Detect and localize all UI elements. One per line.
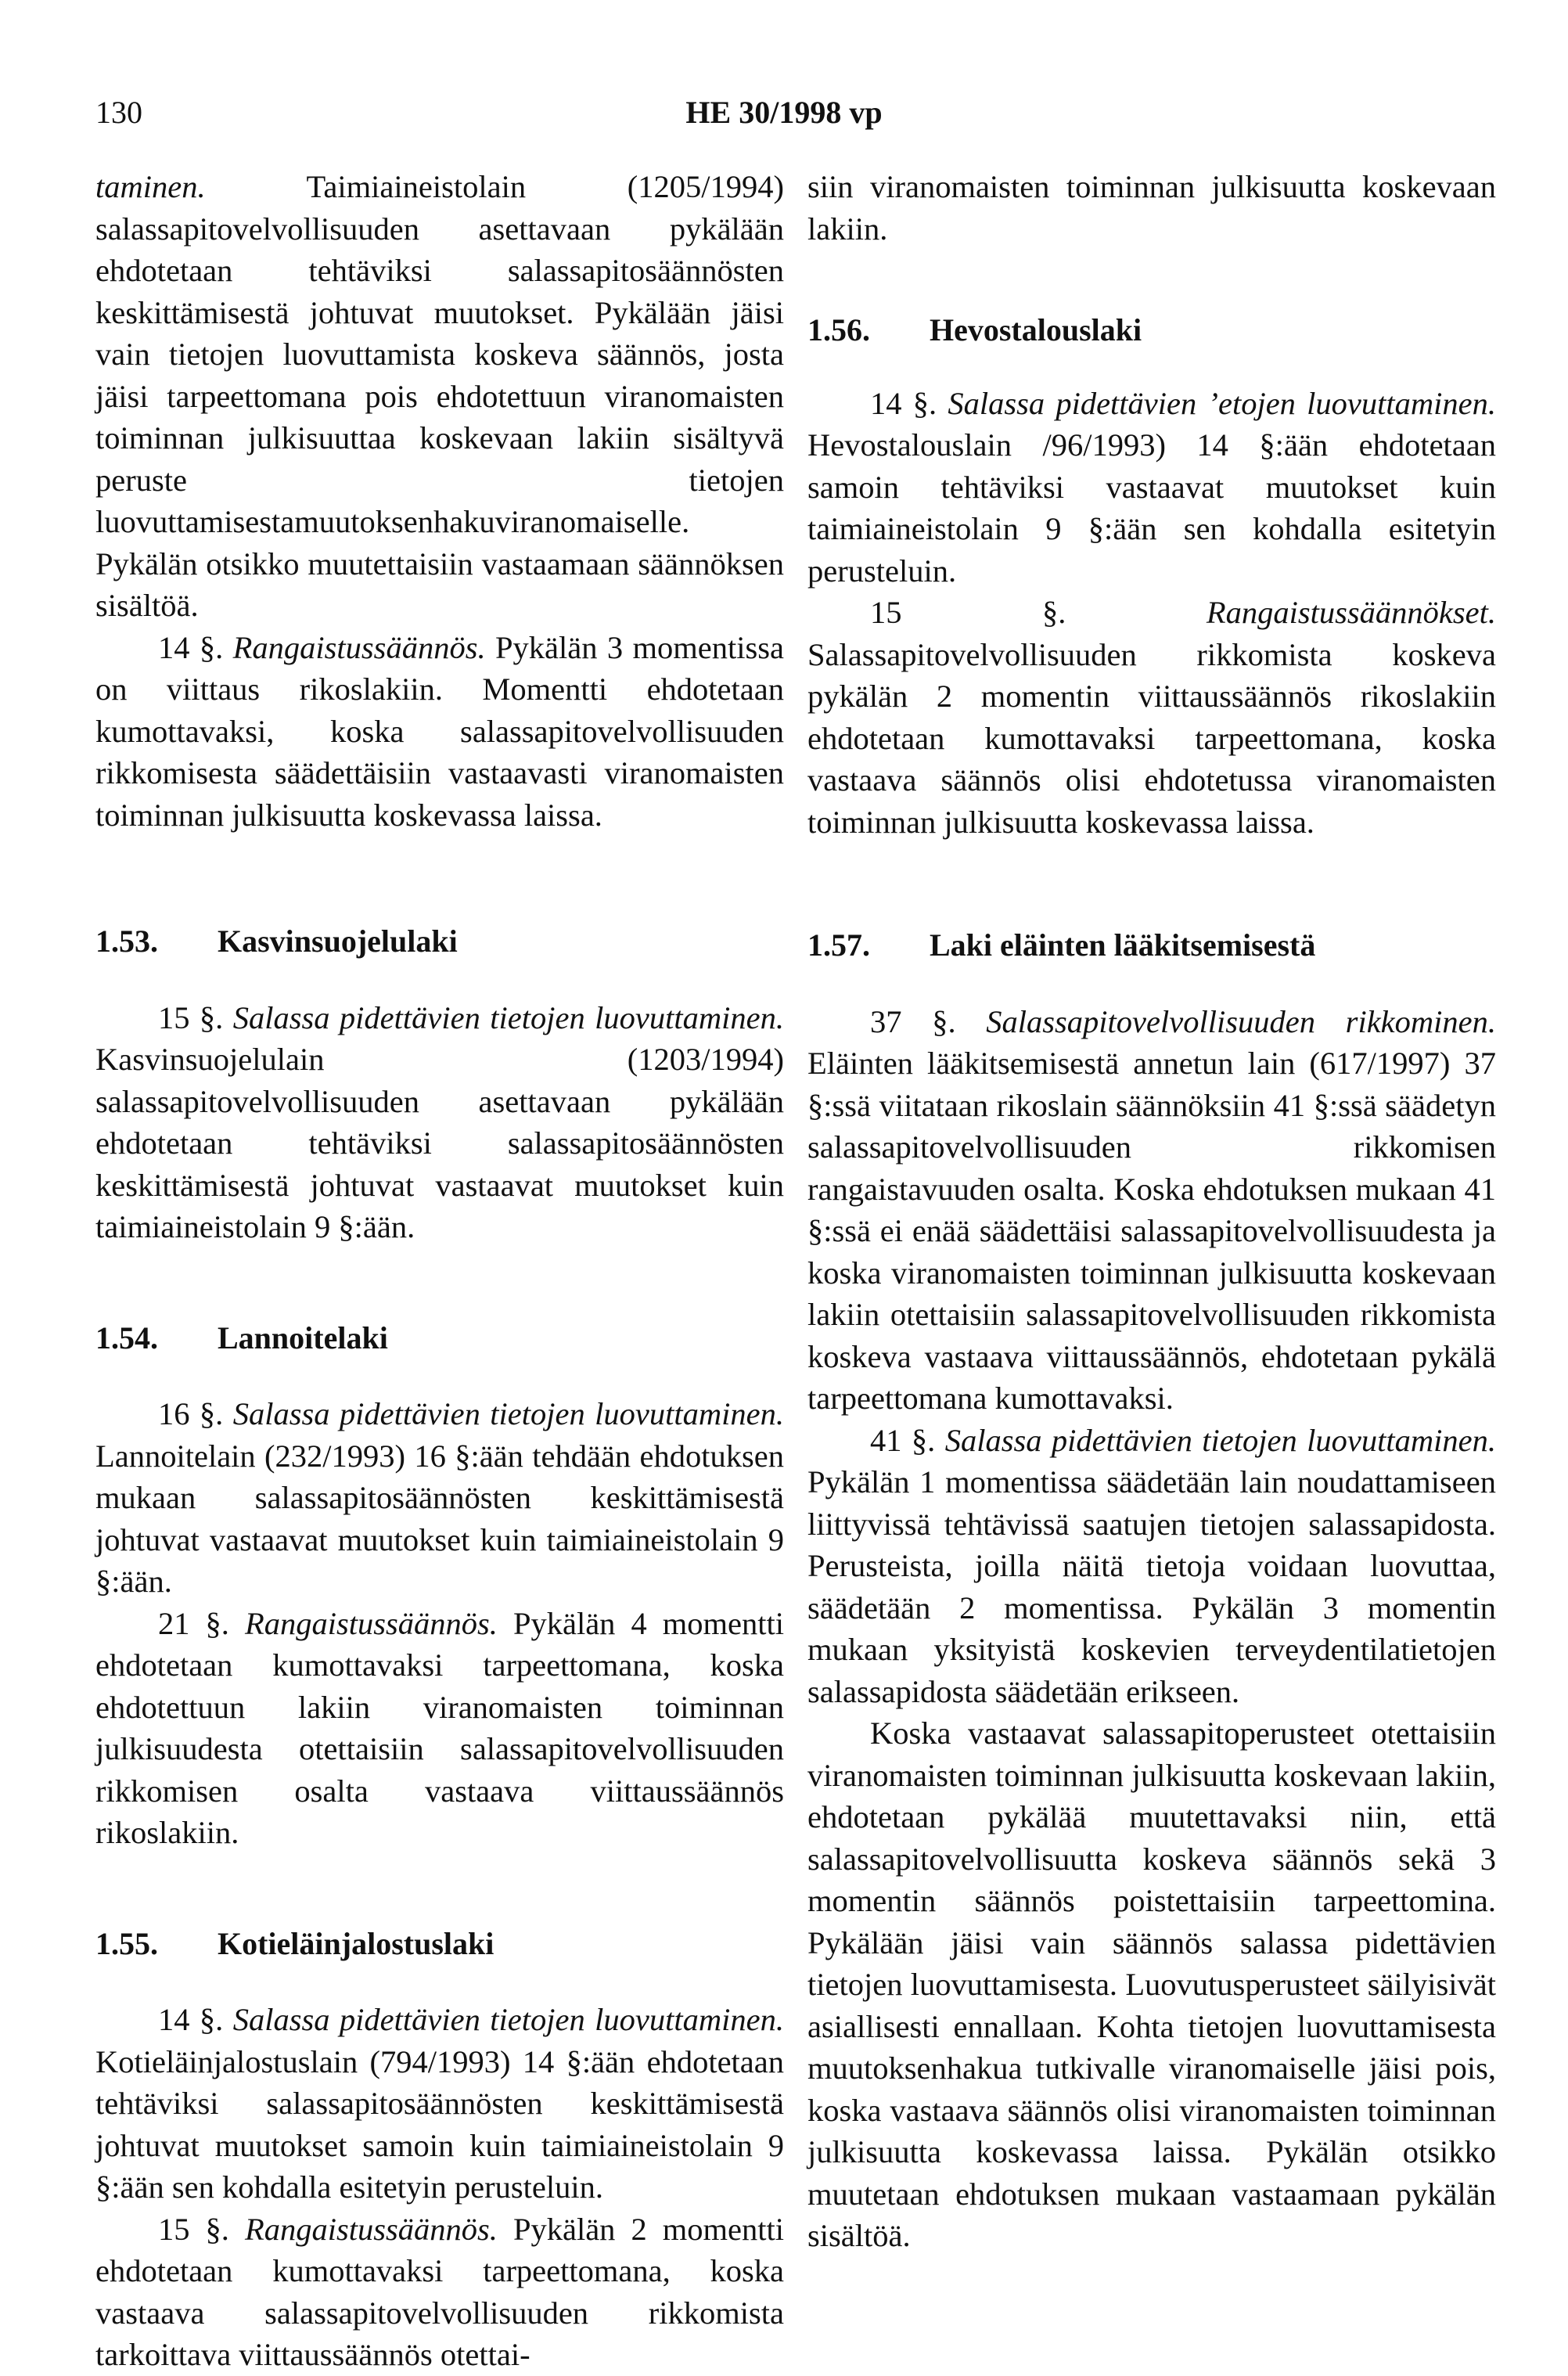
paragraph xyxy=(807,592,1496,843)
paragraph xyxy=(95,627,784,837)
paragraph xyxy=(807,1001,1496,1420)
paragraph xyxy=(95,2209,784,2376)
section-number: 1.55. xyxy=(95,1925,158,1961)
paragraph-text: Pykälän 4 momentti ehdotetaan kumottavaksi tarpeettomana, koska ehdotettuun lakiin viranomaisten toiminnan julkisuudesta otettaisiin salassapitovelvollisuuden rikkomisen osalta vastaava viittaussäännös rikoslakiin. xyxy=(95,1605,784,1850)
section-number: 1.53. xyxy=(95,923,158,959)
running-head: HE 30/1998 vp xyxy=(685,95,883,130)
section-ref: 16 §. xyxy=(158,1396,233,1431)
paragraph-text: Kasvinsuojelulain (1203/1994) salassapitovelvollisuuden asettavaan pykälään ehdotetaan tehtäviksi salassapitosäännösten keskittämisestä johtuvat vastaavat muutokset kuin taimiaineistolain 9 §:ään. xyxy=(95,1042,784,1244)
italic-lead: Salassa pidettävien tietojen luovuttaminen. xyxy=(232,999,784,1035)
italic-lead: Salassa pidettävien tietojen luovuttaminen. xyxy=(232,2002,784,2037)
section-ref: 37 §. xyxy=(870,1003,987,1039)
section-ref: 15 §. xyxy=(158,2211,245,2247)
paragraph-text: Lannoitelain (232/1993) 16 §:ään tehdään ehdotuksen mukaan salassapitosäännösten keskittämisestä johtuvat vastaavat muutokset kuin taimiaineistolain 9 §:ään. xyxy=(95,1438,784,1599)
paragraph-text: Eläinten lääkitsemisestä annetun lain (617/1997) 37 §:ssä viitataan rikoslain säännöksiin 41 §:ssä säädetyn salassapitovelvollisuuden rikkomisen rangaistavuuden osalta. Koska ehdotuksen mukaan 41 §:ssä ei enää säädettäisi salassapitovelvollisuudesta ja koska viranomaisten toiminnan julkisuutta koskevaan lakiin otettaisiin salassapitovelvollisuuden rikkomista koskeva vastaava viittaussäännös, ehdotetaan pykälä tarpeettomana kumottavaksi. xyxy=(807,1046,1496,1416)
paragraph-text: Hevostalouslain /96/1993) 14 §:ään ehdotetaan samoin tehtäviksi vastaavat muutokset kuin taimiaineistolain 9 §:ään sen kohdalla esitetyin perusteluin. xyxy=(807,427,1496,589)
section-title: Kotieläinjalostuslaki xyxy=(218,1925,494,1961)
section-ref: 41 §. xyxy=(870,1422,945,1458)
section-heading xyxy=(95,920,784,963)
section-title: Lannoitelaki xyxy=(218,1319,388,1355)
paragraph xyxy=(95,1393,784,1603)
italic-lead: Rangaistussäännös. xyxy=(244,2211,498,2247)
italic-lead: Salassa pidettävien tietojen luovuttaminen. xyxy=(944,1422,1496,1458)
italic-lead: Rangaistussäännös. xyxy=(232,629,486,665)
paragraph-text: Pykälän 1 momentissa säädetään lain noudattamiseen liittyvissä tehtävissä saatujen tietojen salassapidosta. Perusteista, joilla näitä tietoja voidaan luovuttaa, säädetään 2 momentissa. Pykälän 3 momentin mukaan yksityistä koskevien terveydentilatietojen salassapidosta säädetään erikseen. xyxy=(807,1464,1496,1709)
paragraph xyxy=(95,1603,784,1854)
section-ref: 14 §. xyxy=(870,385,948,421)
italic-lead: Salassa pidettävien tietojen luovuttaminen. xyxy=(232,1396,784,1431)
section-ref: 14 §. xyxy=(158,2002,233,2037)
section-ref: 15 §. xyxy=(870,595,1207,630)
section-heading xyxy=(95,1317,784,1359)
italic-lead: Salassa pidettävien ’etojen luovuttaminen. xyxy=(948,385,1496,421)
section-title: Laki eläinten lääkitsemisestä xyxy=(930,927,1316,963)
paragraph xyxy=(807,166,1496,250)
paragraph xyxy=(95,997,784,1248)
paragraph-text: Pykälän 2 momentti ehdotetaan kumottavaksi tarpeettomana, koska vastaava salassapitovelvollisuuden rikkomista tarkoittava viittaussäännös otettai- xyxy=(95,2211,784,2372)
paragraph-text: Kotieläinjalostuslain (794/1993) 14 §:ään ehdotetaan tehtäviksi salassapitosäännösten keskittämisestä johtuvat muutokset samoin kuin taimiaineistolain 9 §:ään sen kohdalla esitetyin perusteluin. xyxy=(95,2043,784,2205)
italic-lead: Salassapitovelvollisuuden rikkominen. xyxy=(986,1003,1496,1039)
right-column xyxy=(807,166,1496,2257)
paragraph xyxy=(807,383,1496,592)
page-number: 130 xyxy=(95,95,142,130)
section-number: 1.56. xyxy=(807,312,870,347)
section-number: 1.54. xyxy=(95,1319,158,1355)
section-ref: 15 §. xyxy=(158,999,233,1035)
left-column xyxy=(95,166,784,2376)
paragraph-text: Salassapitovelvollisuuden rikkomista koskeva pykälän 2 momentin viittaussäännös rikoslakiin ehdotetaan kumottavaksi tarpeettomana, koska vastaava säännös olisi ehdotetussa viranomaisten toiminnan julkisuutta koskevassa laissa. xyxy=(807,636,1496,840)
italic-lead: Rangaistussäännös. xyxy=(244,1605,498,1641)
paragraph xyxy=(95,1999,784,2209)
section-title: Hevostalouslaki xyxy=(930,312,1142,347)
section-number: 1.57. xyxy=(807,927,870,963)
section-ref: 14 §. xyxy=(158,629,233,665)
section-ref: 21 §. xyxy=(158,1605,245,1641)
paragraph xyxy=(95,166,784,627)
italic-lead: taminen. xyxy=(95,169,206,204)
italic-lead: Rangaistussäännökset. xyxy=(1206,595,1496,630)
paragraph-text: Pykälän 3 momentissa on viittaus rikoslakiin. Momentti ehdotetaan kumottavaksi, koska salassapitovelvollisuuden rikkomisesta säädettäisiin vastaavasti viranomaisten toiminnan julkisuutta koskevassa laissa. xyxy=(95,629,784,833)
section-heading xyxy=(95,1923,784,1965)
paragraph xyxy=(807,1420,1496,1713)
section-heading xyxy=(807,924,1496,967)
section-heading xyxy=(807,309,1496,351)
section-title: Kasvinsuojelulaki xyxy=(218,923,458,959)
paragraph-text: Koska vastaavat salassapitoperusteet otettaisiin viranomaisten toiminnan julkisuutta koskevaan lakiin, ehdotetaan pykälää muutettavaksi niin, että salassapitovelvollisuutta koskeva säännös sekä 3 momentin säännös poistettaisiin tarpeettomina. Pykälään jäisi vain säännös salassa pidettävien tietojen luovuttamisesta. Luovutusperusteet säilyisivät asiallisesti ennallaan. Kohta tietojen luovuttamisesta muutoksenhakua tutkivalle viranomaiselle jäisi pois, koska vastaava säännös olisi viranomaisten toiminnan julkisuutta koskevassa laissa. Pykälän otsikko muutetaan ehdotuksen mukaan vastaamaan pykälän sisältöä. xyxy=(807,1715,1496,2253)
paragraph-text: siin viranomaisten toiminnan julkisuutta koskevaan lakiin. xyxy=(807,169,1496,247)
paragraph-text: Taimiaineistolain (1205/1994) salassapitovelvollisuuden asettavaan pykälään ehdotetaan tehtäviksi salassapitosäännösten keskittämisestä johtuvat muutokset. Pykälään jäisi vain tietojen luovuttamista koskeva säännös, josta jäisi tarpeettomana pois ehdotettuun viranomaisten toiminnan julkisuuttaa koskevaan lakiin sisältyvä peruste tietojen luovuttamisestamuutoksenhakuviranomaiselle. Pykälän otsikko muutettaisiin vastaamaan säännöksen sisältöä. xyxy=(95,169,784,623)
paragraph xyxy=(807,1712,1496,2257)
